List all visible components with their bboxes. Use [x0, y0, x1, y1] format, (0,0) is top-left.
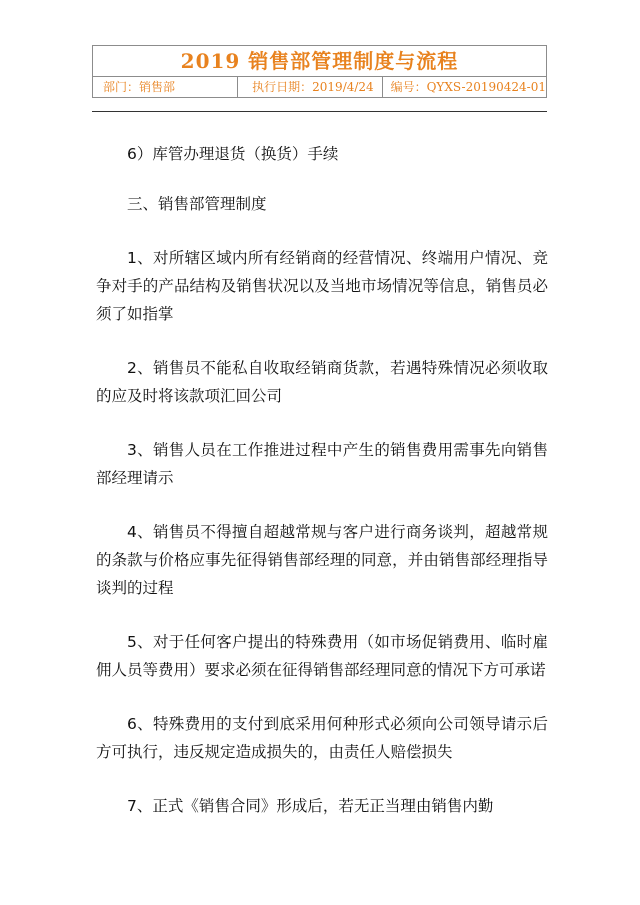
header-meta-row: [93, 77, 546, 97]
paragraph: 1、对所辖区域内所有经销商的经营情况、终端用户情况、竞争对手的产品结构及销售状况以及当地市场情况等信息，销售员必须了如指掌: [96, 249, 548, 323]
paragraph: 6、特殊费用的支付到底采用何种形式必须向公司领导请示后方可执行，违反规定造成损失的，由责任人赔偿损失: [96, 715, 548, 761]
paragraph: 6）库管办理退货（换货）手续: [127, 145, 339, 163]
document-header: [92, 45, 547, 98]
document-code-label: 编号：QYXS-20190424-01: [382, 77, 546, 97]
department-label: 部门：销售部: [103, 80, 176, 94]
paragraph: 2、销售员不能私自收取经销商货款，若遇特殊情况必须收取的应及时将该款项汇回公司: [96, 359, 548, 405]
paragraph: 5、对于任何客户提出的特殊费用（如市场促销费用、临时雇佣人员等费用）要求必须在征得销售部经理同意的情况下方可承诺: [96, 633, 548, 679]
section-heading: 三、销售部管理制度: [127, 195, 267, 213]
paragraph: 4、销售员不得擅自超越常规与客户进行商务谈判，超越常规的条款与价格应事先征得销售部经理的同意，并由销售部经理指导谈判的过程: [96, 523, 548, 597]
document-title: 2019 销售部管理制度与流程: [93, 46, 546, 77]
execution-date-label: 执行日期：2019/4/24: [237, 77, 381, 97]
header-divider: [92, 111, 547, 112]
document-body: [96, 140, 548, 846]
paragraph: 7、正式《销售合同》形成后，若无正当理由销售内勤: [127, 797, 494, 815]
paragraph: 3、销售人员在工作推进过程中产生的销售费用需事先向销售部经理请示: [96, 441, 548, 487]
